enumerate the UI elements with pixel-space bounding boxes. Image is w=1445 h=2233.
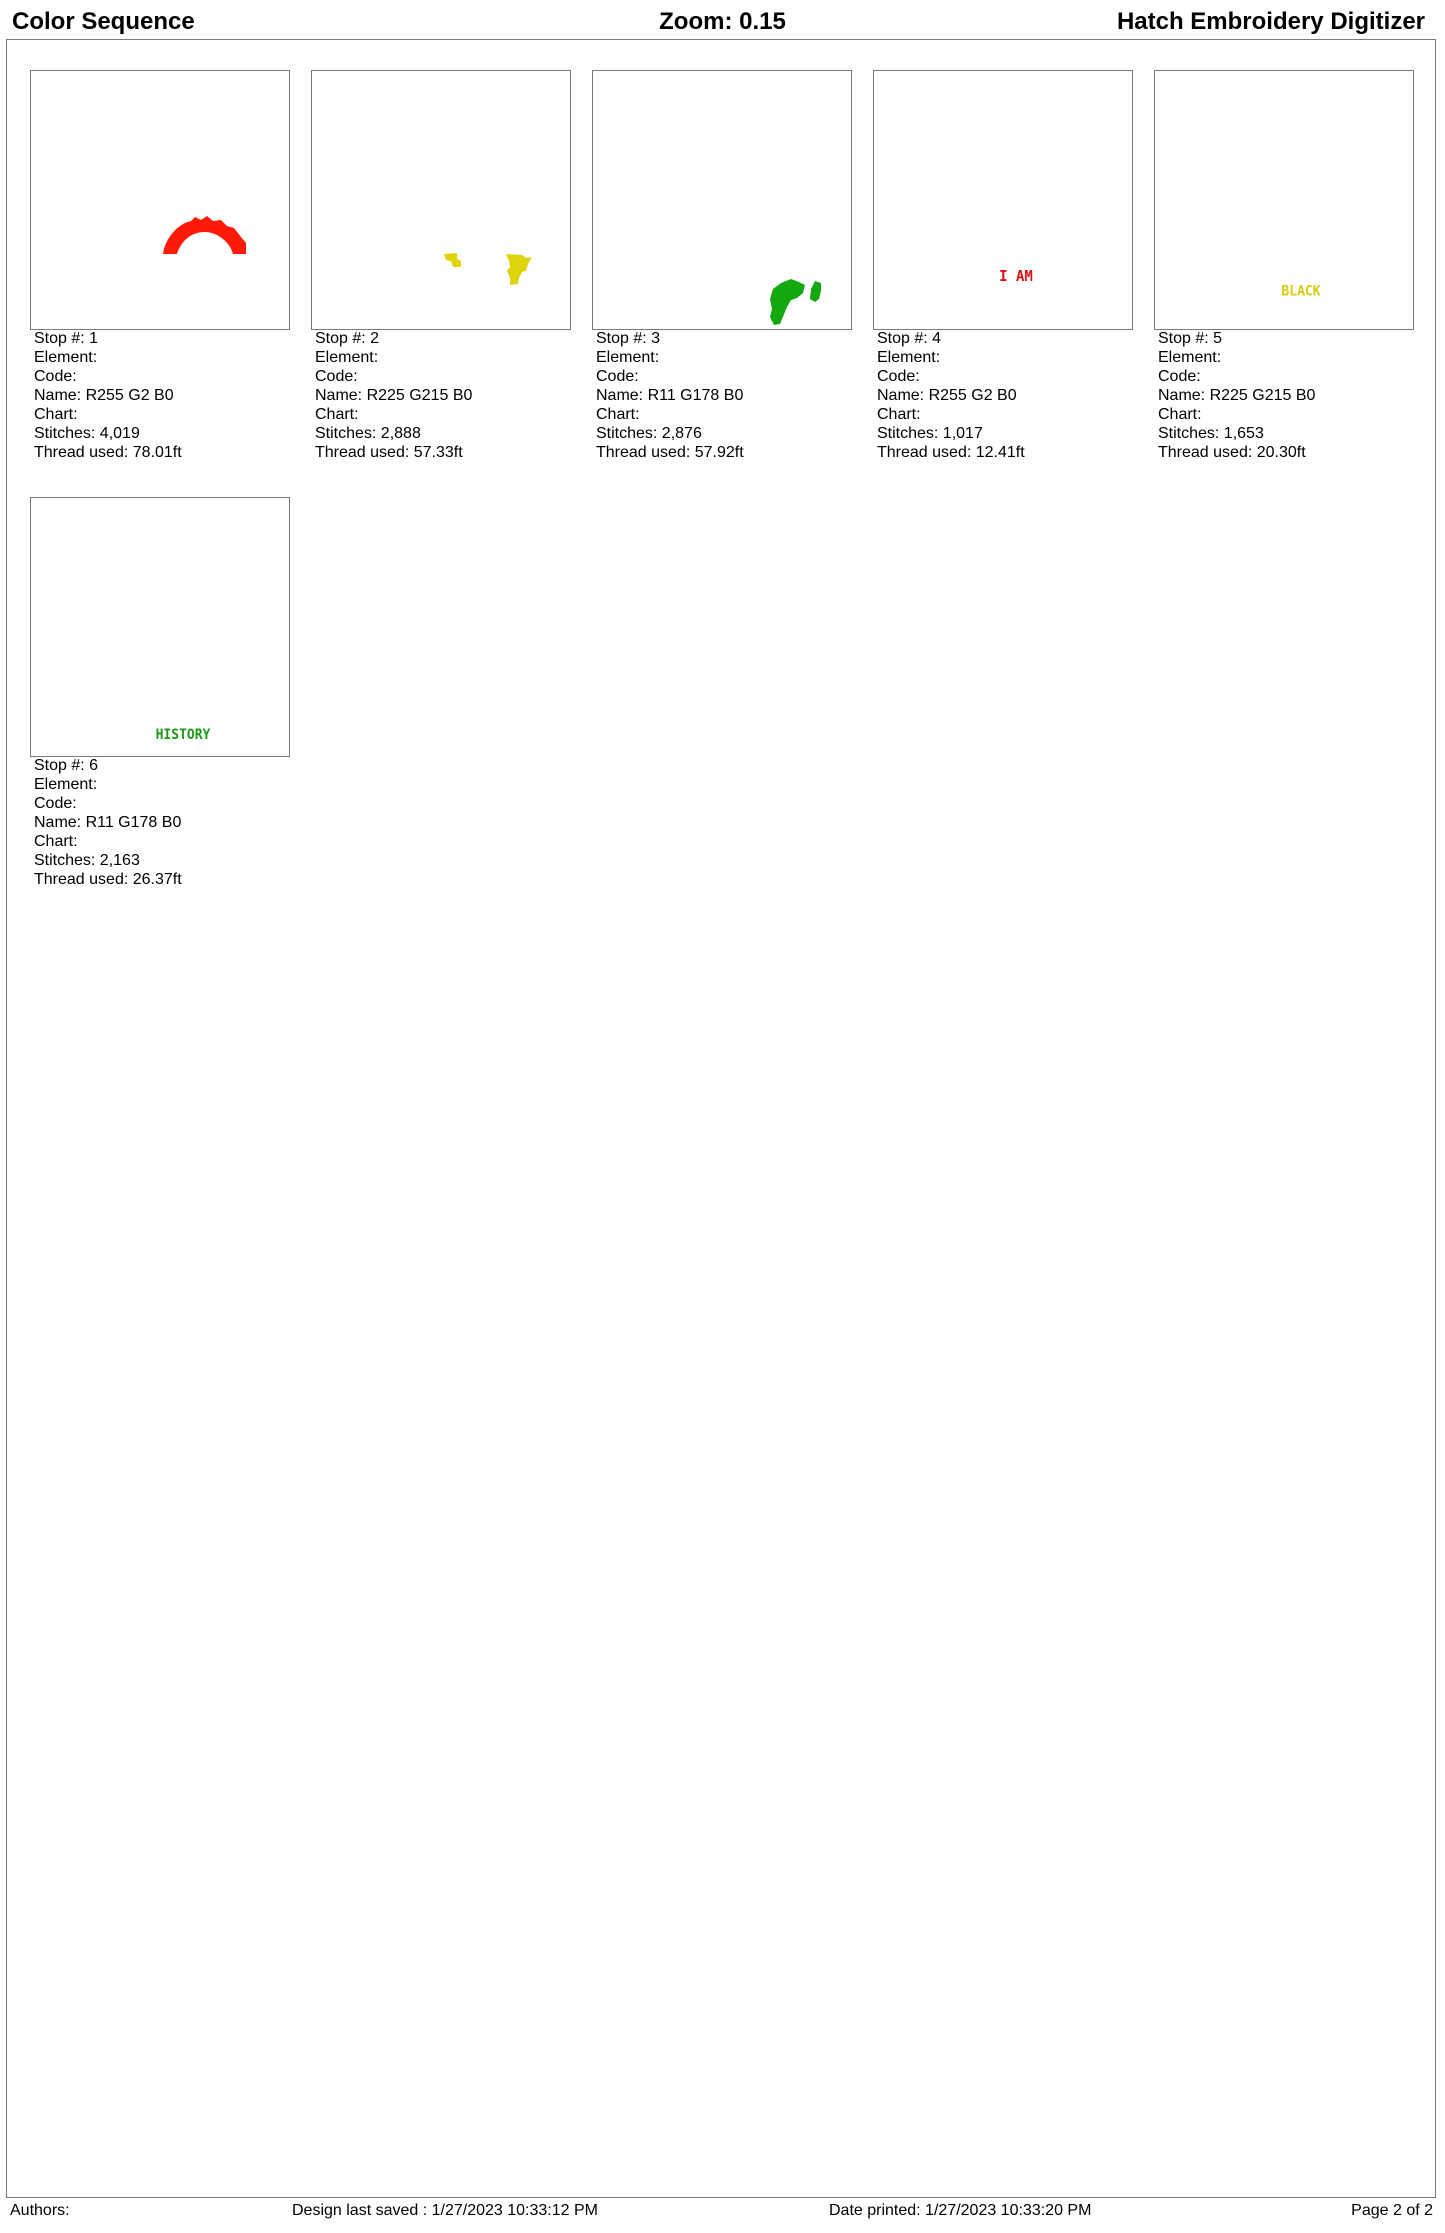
footer-last-saved: Design last saved : 1/27/2023 10:33:12 PM [292, 2202, 598, 2219]
stop-preview-6 [30, 497, 290, 757]
stop-color-name: Name: R255 G2 B0 [877, 387, 1017, 404]
stop-1-arc-shape [31, 71, 289, 329]
stop-color-name: Name: R255 G2 B0 [34, 387, 174, 404]
stop-preview-4 [873, 70, 1133, 330]
stop-chart: Chart: [315, 406, 359, 423]
stop-code: Code: [34, 368, 77, 385]
stop-chart: Chart: [34, 406, 78, 423]
stop-preview-2 [311, 70, 571, 330]
stop-6-embroidery-text: HISTORY [155, 726, 211, 744]
stop-2-blob-large [506, 254, 532, 285]
stop-6-shapes [31, 498, 289, 756]
footer-page-number: Page 2 of 2 [1351, 2202, 1433, 2219]
stop-1-arc [163, 216, 246, 254]
stop-element: Element: [877, 349, 941, 366]
stop-code: Code: [596, 368, 639, 385]
stop-thread-used: Thread used: 26.37ft [34, 871, 182, 888]
stop-preview-5 [1154, 70, 1414, 330]
stop-preview-1 [30, 70, 290, 330]
stop-4-shapes [874, 71, 1132, 329]
stop-element: Element: [596, 349, 660, 366]
stop-2-blob-small [444, 253, 461, 267]
stop-color-name: Name: R11 G178 B0 [34, 814, 182, 831]
stop-stitches: Stitches: 1,017 [877, 425, 983, 442]
stop-element: Element: [34, 776, 98, 793]
stop-chart: Chart: [596, 406, 640, 423]
stop-stitches: Stitches: 4,019 [34, 425, 140, 442]
stop-element: Element: [34, 349, 98, 366]
stop-preview-3 [592, 70, 852, 330]
stop-number: Stop #: 1 [34, 330, 99, 347]
stop-chart: Chart: [877, 406, 921, 423]
stop-thread-used: Thread used: 78.01ft [34, 444, 182, 461]
stop-3-blob-large [770, 279, 805, 325]
stop-code: Code: [315, 368, 358, 385]
stop-thread-used: Thread used: 57.33ft [315, 444, 463, 461]
stop-element: Element: [1158, 349, 1222, 366]
stop-thread-used: Thread used: 12.41ft [877, 444, 1025, 461]
footer-authors: Authors: [10, 2202, 70, 2219]
stop-5-embroidery-text: BLACK [1281, 282, 1321, 300]
stop-number: Stop #: 4 [877, 330, 942, 347]
page-title: Color Sequence [12, 8, 195, 35]
stop-element: Element: [315, 349, 379, 366]
stop-code: Code: [877, 368, 920, 385]
zoom-level: Zoom: 0.15 [659, 8, 786, 35]
stop-3-blob-small [810, 281, 821, 302]
stop-3-shapes [593, 71, 851, 329]
stop-4-embroidery-text: I AM [999, 267, 1033, 286]
stop-color-name: Name: R11 G178 B0 [596, 387, 744, 404]
stop-stitches: Stitches: 2,876 [596, 425, 702, 442]
stop-code: Code: [34, 795, 77, 812]
stop-color-name: Name: R225 G215 B0 [1158, 387, 1316, 404]
stop-number: Stop #: 3 [596, 330, 661, 347]
footer-date-printed: Date printed: 1/27/2023 10:33:20 PM [829, 2202, 1092, 2219]
stop-stitches: Stitches: 1,653 [1158, 425, 1264, 442]
stop-number: Stop #: 2 [315, 330, 380, 347]
app-name: Hatch Embroidery Digitizer [1116, 8, 1425, 35]
stop-chart: Chart: [1158, 406, 1202, 423]
stop-code: Code: [1158, 368, 1201, 385]
stop-5-shapes [1155, 71, 1413, 329]
stop-number: Stop #: 5 [1158, 330, 1223, 347]
stop-thread-used: Thread used: 57.92ft [596, 444, 744, 461]
stop-2-shapes [312, 71, 570, 329]
stop-number: Stop #: 6 [34, 757, 99, 774]
stop-stitches: Stitches: 2,888 [315, 425, 421, 442]
stop-color-name: Name: R225 G215 B0 [315, 387, 473, 404]
stop-chart: Chart: [34, 833, 78, 850]
stop-thread-used: Thread used: 20.30ft [1158, 444, 1306, 461]
stop-stitches: Stitches: 2,163 [34, 852, 140, 869]
